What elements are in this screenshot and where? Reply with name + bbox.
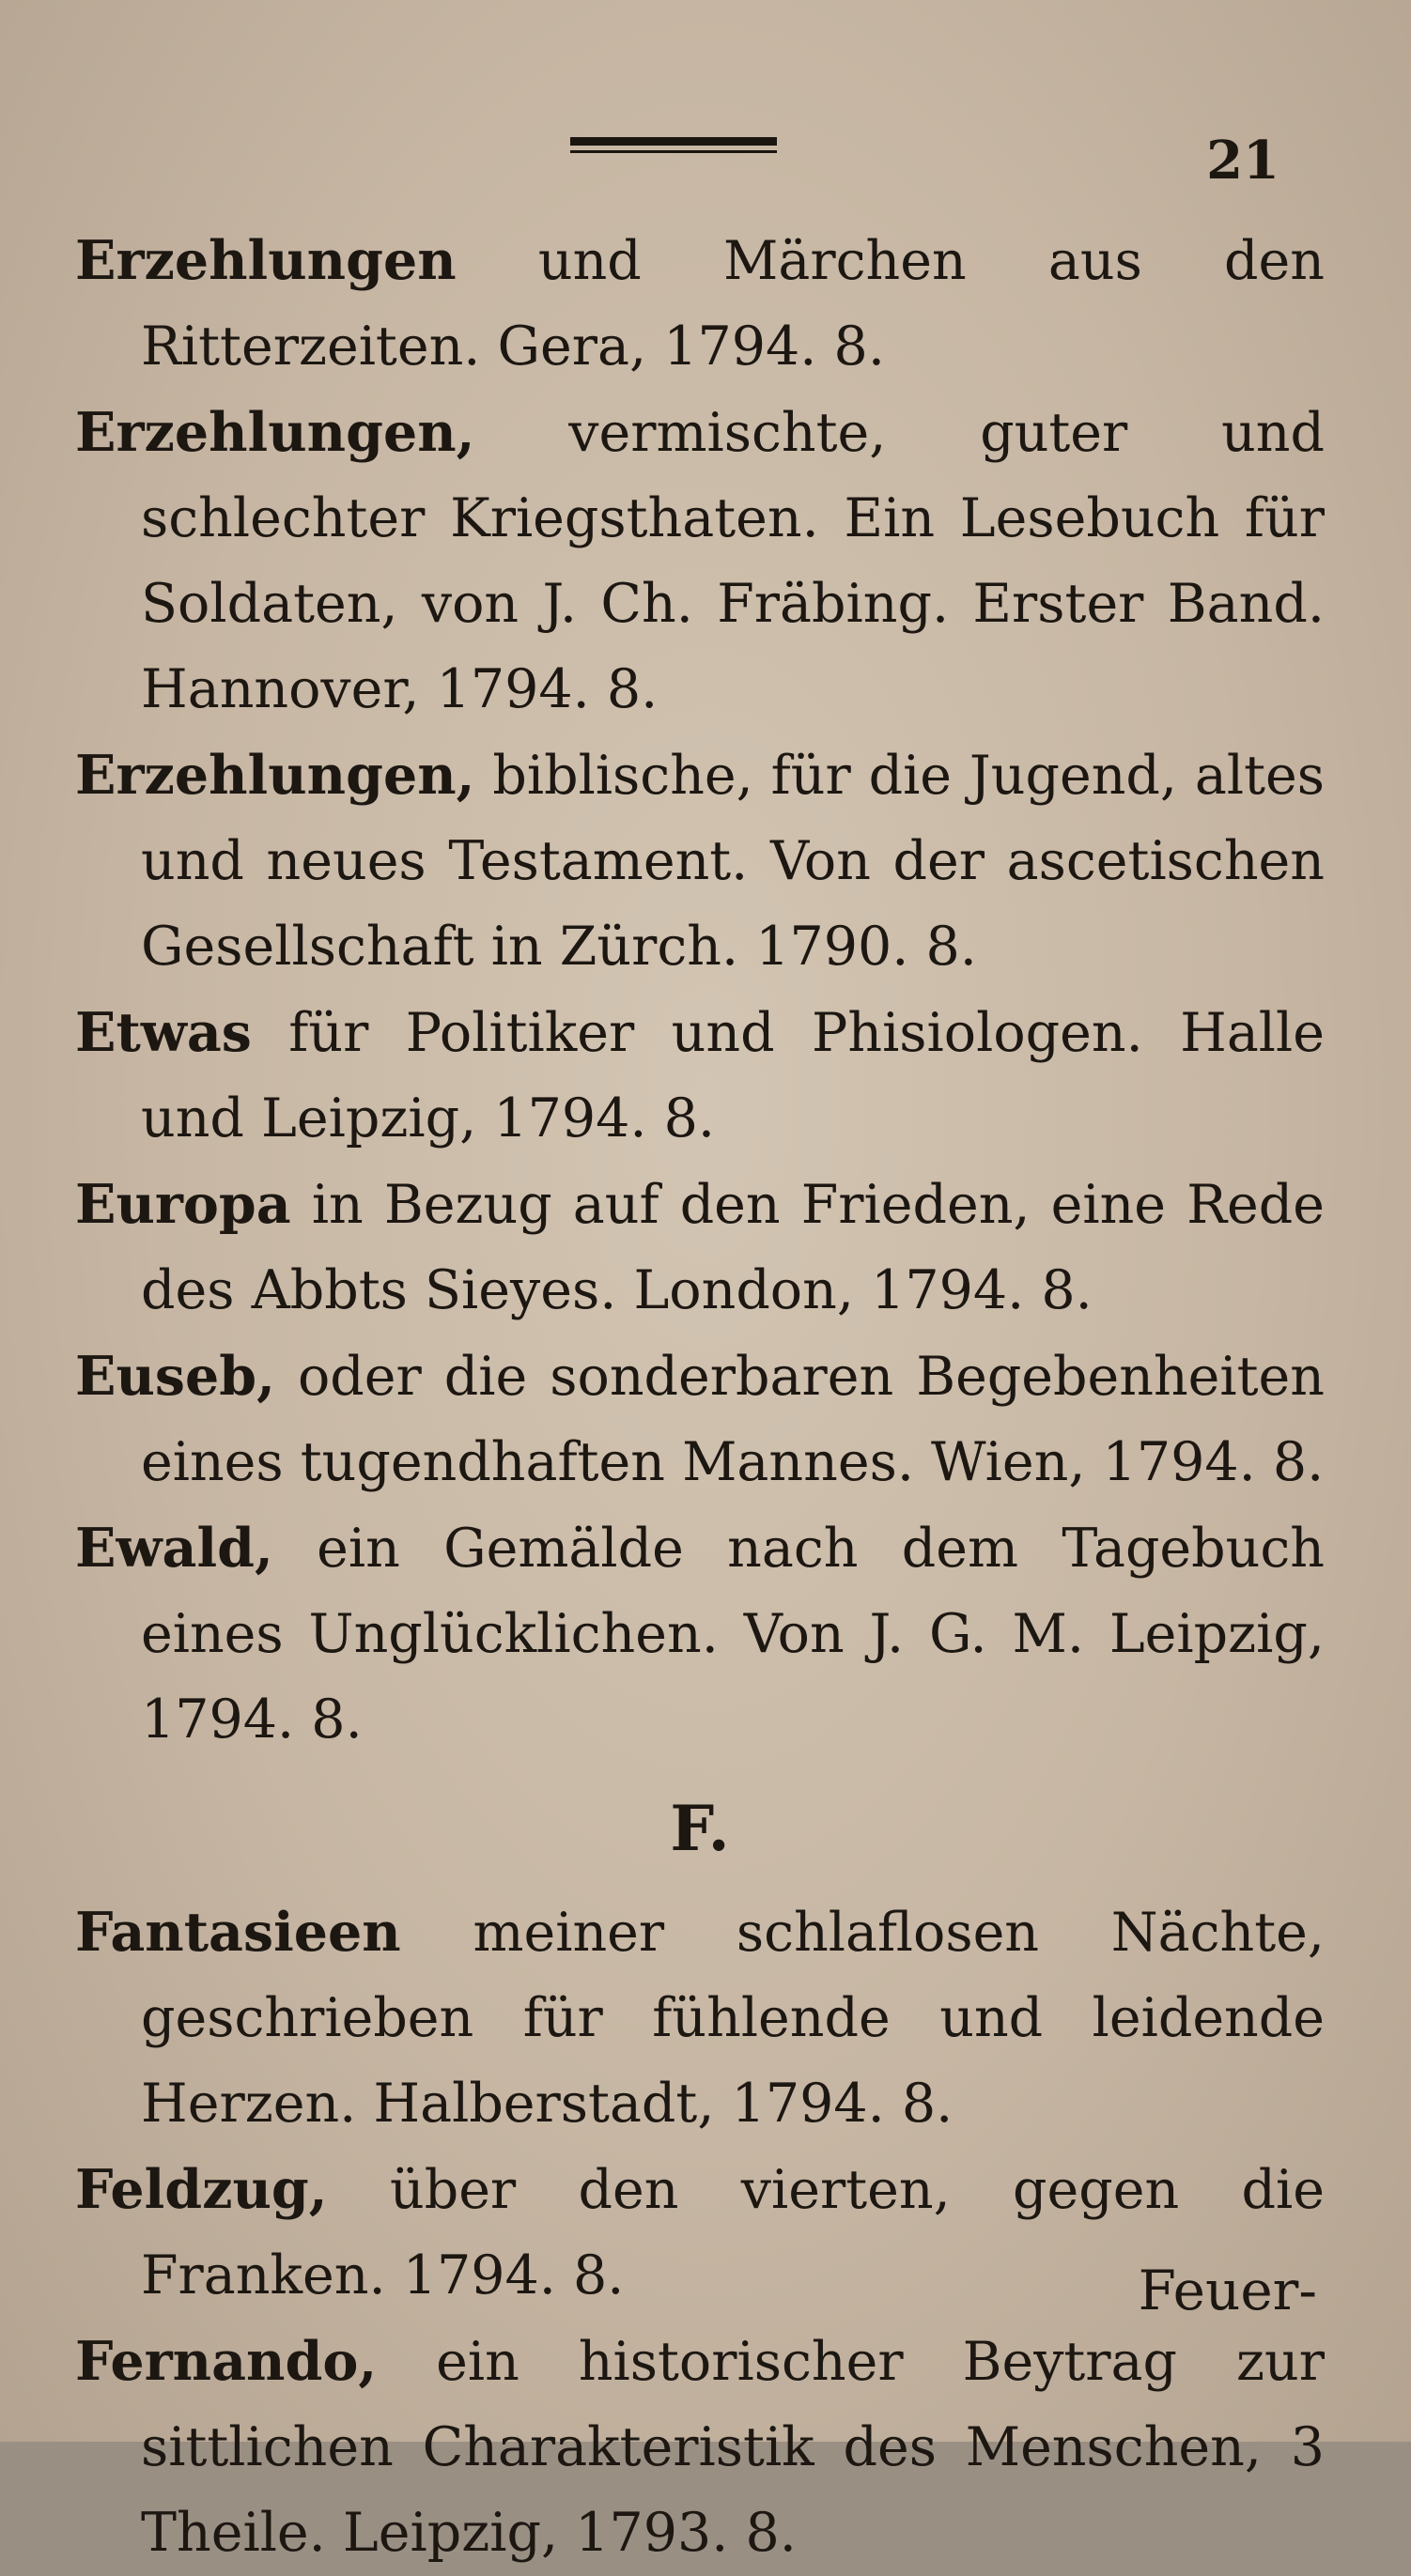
entry-lead: Ewald,: [75, 1517, 273, 1580]
entry-text: meiner schlaflosen Nächte, geschrieben für fühlende und leidende Herzen. Halberstadt, 1794. 8.: [141, 1902, 1325, 2135]
list-item: [75, 1890, 1325, 2147]
list-item: [75, 990, 1325, 1162]
header-rule: [570, 131, 777, 156]
entry-lead: Euseb,: [75, 1345, 275, 1408]
entry-lead: Erzehlungen: [75, 229, 457, 292]
text-block: [75, 218, 1325, 2576]
entry-text: in Bezug auf den Frieden, eine Rede des Abbts Sieyes. London, 1794. 8.: [141, 1174, 1325, 1321]
list-item: [75, 2319, 1325, 2576]
entry-lead: Europa: [75, 1173, 291, 1236]
entry-lead: Erzehlungen,: [75, 744, 475, 807]
entry-text: ein Gemälde nach dem Tagebuch eines Unglücklichen. Von J. G. M. Leipzig, 1794. 8.: [141, 1518, 1325, 1751]
entry-lead: Fantasieen: [75, 1901, 401, 1964]
list-item: [75, 733, 1325, 990]
page-number: 21: [1206, 130, 1279, 192]
list-item: [75, 218, 1325, 390]
entry-text: für Politiker und Phisiologen. Halle und Leipzig, 1794. 8.: [141, 1002, 1325, 1149]
entry-lead: Fernando,: [75, 2330, 378, 2393]
entry-text: vermischte, guter und schlechter Kriegsthaten. Ein Lesebuch für Soldaten, von J. Ch. Fräbing. Erster Band. Hannover, 1794. 8.: [141, 402, 1325, 720]
entry-text: und Märchen aus den Ritterzeiten. Gera, 1794. 8.: [141, 230, 1325, 378]
entry-text: ein historischer Beytrag zur sittlichen Charakteristik des Menschen, 3 Theile. Leipzig, 1793. 8.: [141, 2331, 1325, 2564]
entry-lead: Erzehlungen,: [75, 401, 475, 464]
header-rule-thin: [570, 150, 777, 153]
header-rule-thick: [570, 137, 777, 146]
entry-lead: Feldzug,: [75, 2158, 328, 2221]
list-item: [75, 2147, 1325, 2319]
entry-text: biblische, für die Jugend, altes und neues Testament. Von der ascetischen Gesellschaft in Zürch. 1790. 8.: [141, 745, 1325, 978]
section-heading: F.: [670, 1792, 730, 1865]
entry-lead: Etwas: [75, 1001, 252, 1064]
list-item: [75, 390, 1325, 733]
list-item: [75, 1162, 1325, 1334]
catchword: Feuer-: [1138, 2259, 1317, 2322]
list-item: [75, 1334, 1325, 1505]
list-item: [75, 1505, 1325, 1763]
entry-text: über den vierten, gegen die Franken. 1794. 8.: [141, 2159, 1325, 2306]
entry-text: oder die sonderbaren Begebenheiten eines tugendhaften Mannes. Wien, 1794. 8.: [141, 1346, 1325, 1493]
